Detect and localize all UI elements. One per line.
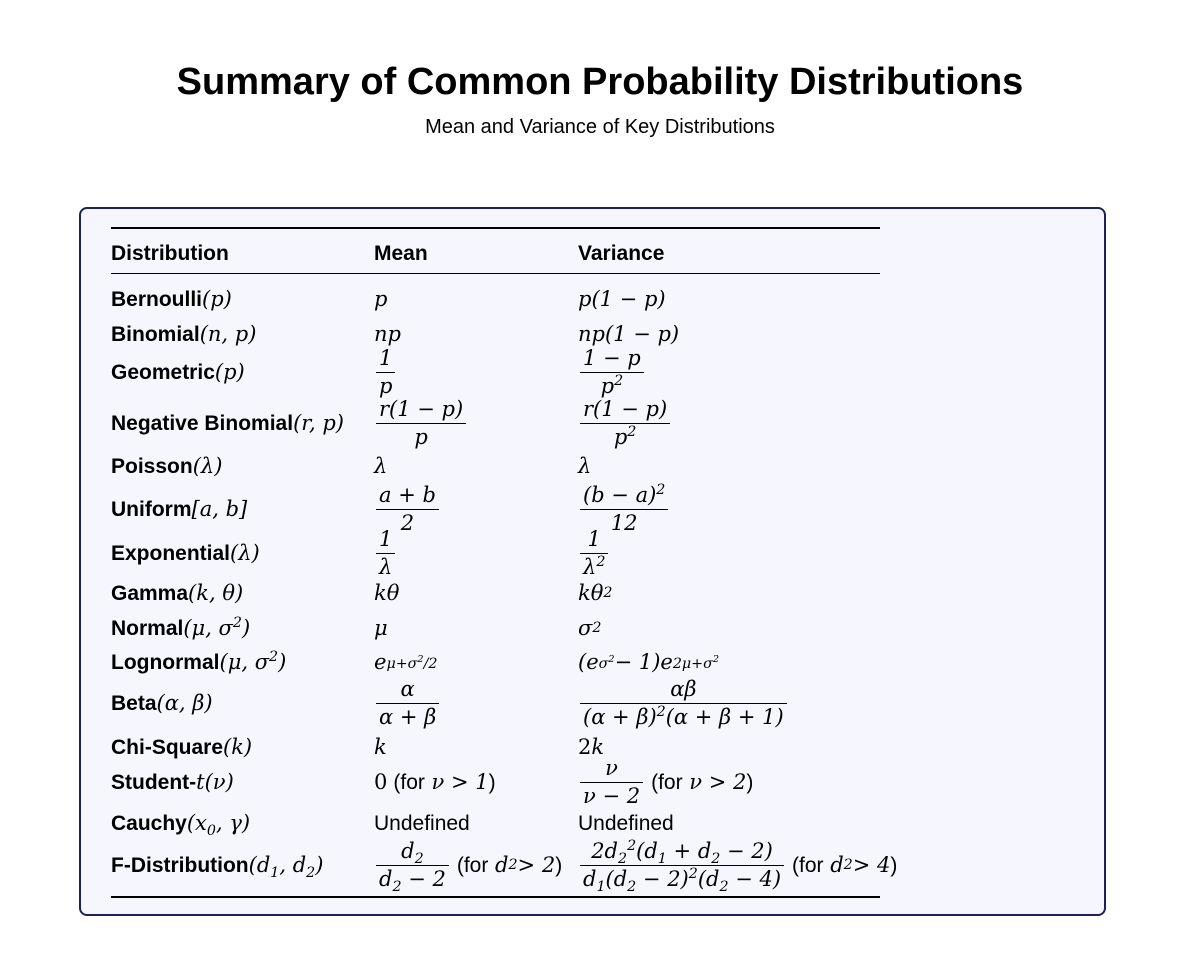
- table-bottom-rule: [111, 896, 880, 898]
- mean-cell: Undefined: [374, 811, 470, 835]
- distribution-name: Beta: [111, 691, 157, 715]
- mean-cell: $\frac{a + b}{2}$: [374, 483, 441, 535]
- distribution-params: (μ, $\sigma^2$): [183, 614, 251, 640]
- mean-cell: $\frac{r(1 - p)}{p}$: [374, 397, 468, 449]
- header-variance: Variance: [578, 241, 665, 265]
- distribution-params: (p): [202, 286, 232, 311]
- distribution-name: Negative Binomial: [111, 411, 294, 435]
- page-subtitle: Mean and Variance of Key Distributions: [425, 116, 775, 138]
- distribution-params: (μ, $\sigma^2$): [219, 648, 287, 674]
- distribution-name: Bernoulli: [111, 287, 203, 311]
- mean-cell: 0 (for ν > 1 ): [374, 769, 496, 794]
- distribution-name: Cauchy: [111, 811, 187, 835]
- distribution-params: ($d_1$, $d_2$): [248, 852, 324, 881]
- mean-cell: k: [374, 734, 387, 759]
- variance-cell: $\frac{\alpha\beta}{(\alpha + \beta)^2(\alpha + \beta + 1)}$: [578, 676, 789, 730]
- distribution-name: Gamma: [111, 581, 189, 605]
- distribution-name: Geometric: [111, 360, 215, 384]
- variance-cell: λ: [578, 453, 592, 478]
- variance-cell: σ 2: [578, 615, 602, 640]
- distribution-name-cell: [111, 645, 286, 679]
- mean-cell: kθ: [374, 580, 400, 605]
- distribution-params: (α, β): [156, 690, 213, 715]
- mean-cell: np: [374, 321, 401, 346]
- distribution-name-cell: [111, 346, 245, 398]
- mean-cell: p: [374, 286, 388, 311]
- variance-cell: $\frac{1 - p}{p^2}$: [578, 346, 646, 398]
- distribution-name-cell: [111, 451, 222, 481]
- distribution-params: (k, θ): [188, 580, 244, 605]
- distribution-name-cell: [111, 808, 250, 838]
- distribution-params: (λ): [192, 453, 223, 478]
- distribution-name: Normal: [111, 616, 184, 640]
- distribution-params: (n, p): [199, 321, 257, 346]
- distribution-params: (r, p): [293, 410, 344, 435]
- variance-cell: $\frac{r(1 - p)}{p^2}$: [578, 397, 672, 449]
- distribution-name: Poisson: [111, 454, 193, 478]
- variance-cell: kθ 2: [578, 580, 613, 605]
- mean-cell: $\frac{1}{p}$: [374, 346, 397, 398]
- distribution-params: (ν): [204, 769, 234, 794]
- mean-cell: $\frac{d_2}{d_2 - 2}$ (for d 2 > 2 ): [374, 839, 562, 891]
- distribution-params: [a, b]: [191, 496, 248, 521]
- page-title: Summary of Common Probability Distributions: [176, 61, 1024, 103]
- variance-cell: 2 k: [578, 734, 605, 759]
- mean-cell: e $\mu+\sigma^2/2$: [374, 649, 438, 674]
- mean-cell: $\frac{\alpha}{\alpha + \beta}$: [374, 676, 441, 730]
- distribution-name: Exponential: [111, 541, 231, 565]
- distribution-params: ($x_0$, γ): [186, 810, 251, 839]
- header-mean: Mean: [374, 241, 428, 265]
- variance-cell: $\frac{2d_2^2(d_1 + d_2 - 2)}{d_1(d_2 - 2)^2(d_2 - 4)}$ (for d 2 > 4 ): [578, 839, 897, 891]
- distribution-name: Binomial: [111, 322, 200, 346]
- variance-cell: Undefined: [578, 811, 674, 835]
- table-top-rule: [111, 227, 880, 229]
- variance-cell: (e $\sigma^2$ − 1)e $2\mu+\sigma^2$: [578, 649, 720, 674]
- distribution-name: F-Distribution: [111, 853, 249, 877]
- distribution-name-cell: [111, 839, 323, 891]
- distribution-name: Chi-Square: [111, 735, 224, 759]
- distribution-params: (p): [214, 359, 245, 384]
- table-header-rule: [111, 273, 880, 274]
- distribution-params: (λ): [230, 540, 260, 565]
- distribution-name: Uniform: [111, 497, 192, 521]
- header-distribution: Distribution: [111, 241, 229, 265]
- distribution-name-cell: [111, 756, 234, 808]
- mean-cell: μ: [374, 615, 388, 640]
- distribution-name: Student-t: [111, 769, 205, 794]
- distribution-name-cell: [111, 397, 344, 449]
- distribution-name-cell: [111, 284, 232, 314]
- distribution-params: (k): [223, 734, 253, 759]
- variance-cell: np(1 − p): [578, 321, 680, 346]
- mean-cell: λ: [374, 453, 388, 478]
- distribution-name-cell: [111, 319, 256, 349]
- variance-cell: $\frac{\nu}{\nu - 2}$ (for ν > 2 ): [578, 756, 753, 808]
- variance-cell: $\frac{1}{\lambda^2}$: [578, 527, 610, 579]
- distribution-name-cell: [111, 613, 250, 643]
- variance-cell: $\frac{(b - a)^2}{12}$: [578, 483, 670, 535]
- distribution-name-cell: [111, 676, 213, 730]
- mean-cell: $\frac{1}{\lambda}$: [374, 527, 397, 579]
- distribution-name: Lognormal: [111, 650, 220, 674]
- variance-cell: p(1 − p): [578, 286, 666, 311]
- distribution-name-cell: [111, 527, 260, 579]
- distribution-name-cell: [111, 578, 243, 608]
